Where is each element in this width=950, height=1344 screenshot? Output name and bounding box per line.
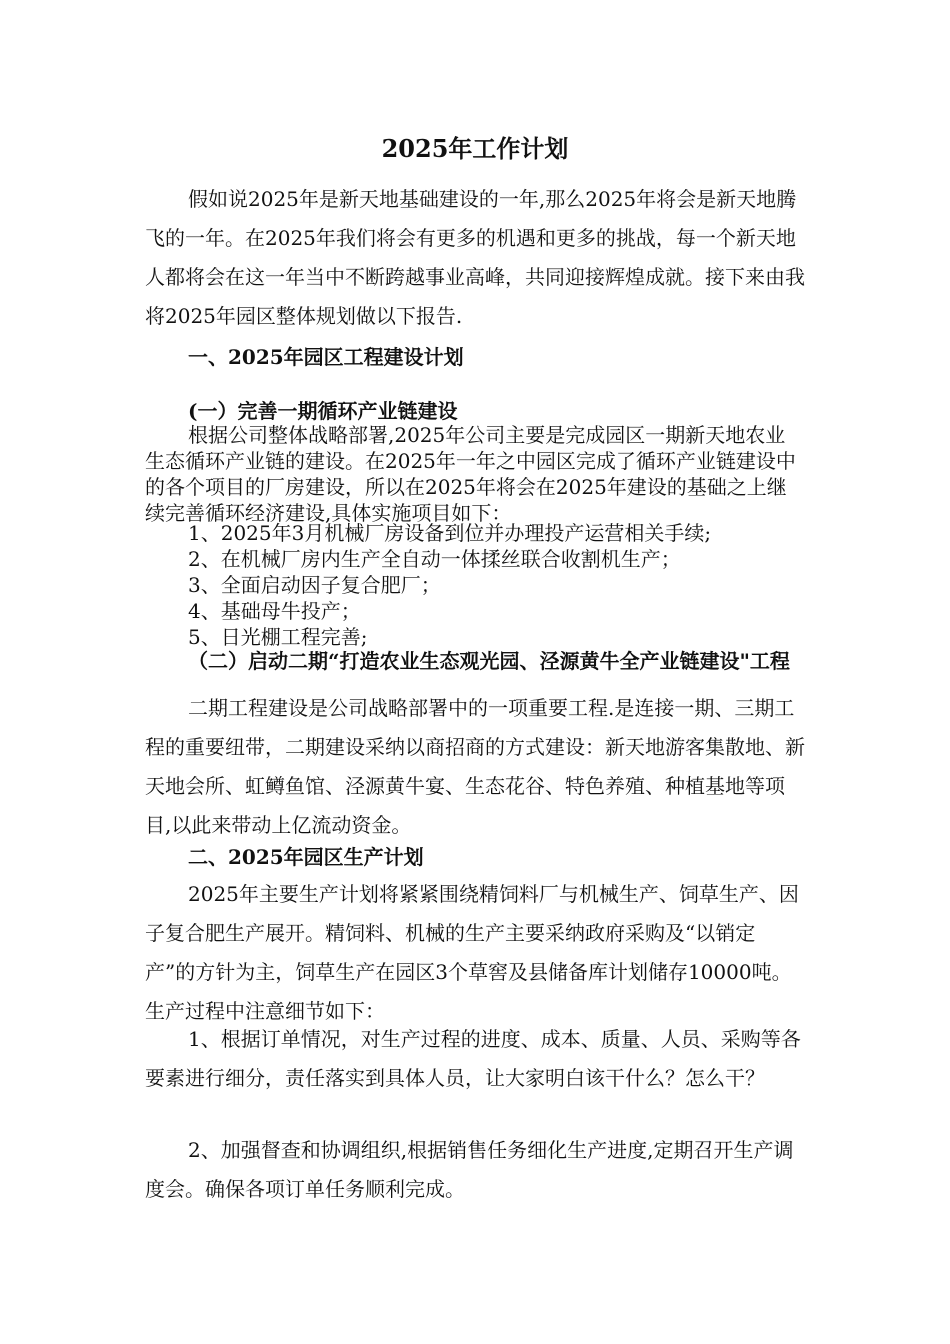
section1-sub1-heading: (一）完善一期循环产业链建设 [188,399,458,423]
section2-heading: 二、2025年园区生产计划 [188,845,424,869]
list-item: 2、在机械厂房内生产全自动一体揉丝联合收割机生产； [188,547,681,571]
section2-paragraph-3: 2、加强督查和协调组织,根据销售任务细化生产进度,定期召开生产调度会。确保各项订单任务顺利完成。 [145,1138,794,1201]
project-list [188,520,808,650]
section1-sub2-heading: （二）启动二期“打造农业生态观光园、泾源黄牛全产业链建设"工程 [188,649,790,673]
list-item: 1、2025年3月机械厂房设备到位并办理投产运营相关手续; [188,521,712,545]
section1-sub2-paragraph: 二期工程建设是公司战略部署中的一项重要工程.是连接一期、三期工程的重要纽带，二期建设采纳以商招商的方式建设：新天地游客集散地、新天地会所、虹鳟鱼馆、泾源黄牛宴、生态花谷、特色养殖、种植基地等项目,以此来带动上亿流动资金。 [145,696,805,837]
section2-paragraph-2: 1、根据订单情况，对生产过程的进度、成本、质量、人员、采购等各要素进行细分，责任落实到具体人员，让大家明白该干什么？怎么干？ [145,1027,801,1090]
document-title: 2025年工作计划 [381,134,569,163]
section2-paragraph-1: 2025年主要生产计划将紧紧围绕精饲料厂与机械生产、饲草生产、因子复合肥生产展开。精饲料、机械的生产主要采纳政府采购及“以销定产”的方针为主，饲草生产在园区3个草窖及县储备库计划储存10000吨。生产过程中注意细节如下： [145,882,799,1023]
section1-heading: 一、2025年园区工程建设计划 [188,345,464,369]
list-item: 4、基础母牛投产； [188,599,361,623]
list-item: 5、日光棚工程完善; [188,625,368,649]
list-item: 3、全面启动因子复合肥厂； [188,573,441,597]
section1-sub1-paragraph: 根据公司整体战略部署,2025年公司主要是完成园区一期新天地农业生态循环产业链的建设。在2025年一年之中园区完成了循环产业链建设中的各个项目的厂房建设，所以在2025年将会在2025年建设的基础之上继续完善循环经济建设,具体实施项目如下： [145,423,796,525]
intro-paragraph: 假如说2025年是新天地基础建设的一年,那么2025年将会是新天地腾飞的一年。在2025年我们将会有更多的机遇和更多的挑战，每一个新天地人都将会在这一年当中不断跨越事业高峰，共同迎接辉煌成就。接下来由我将2025年园区整体规划做以下报告. [145,187,805,328]
